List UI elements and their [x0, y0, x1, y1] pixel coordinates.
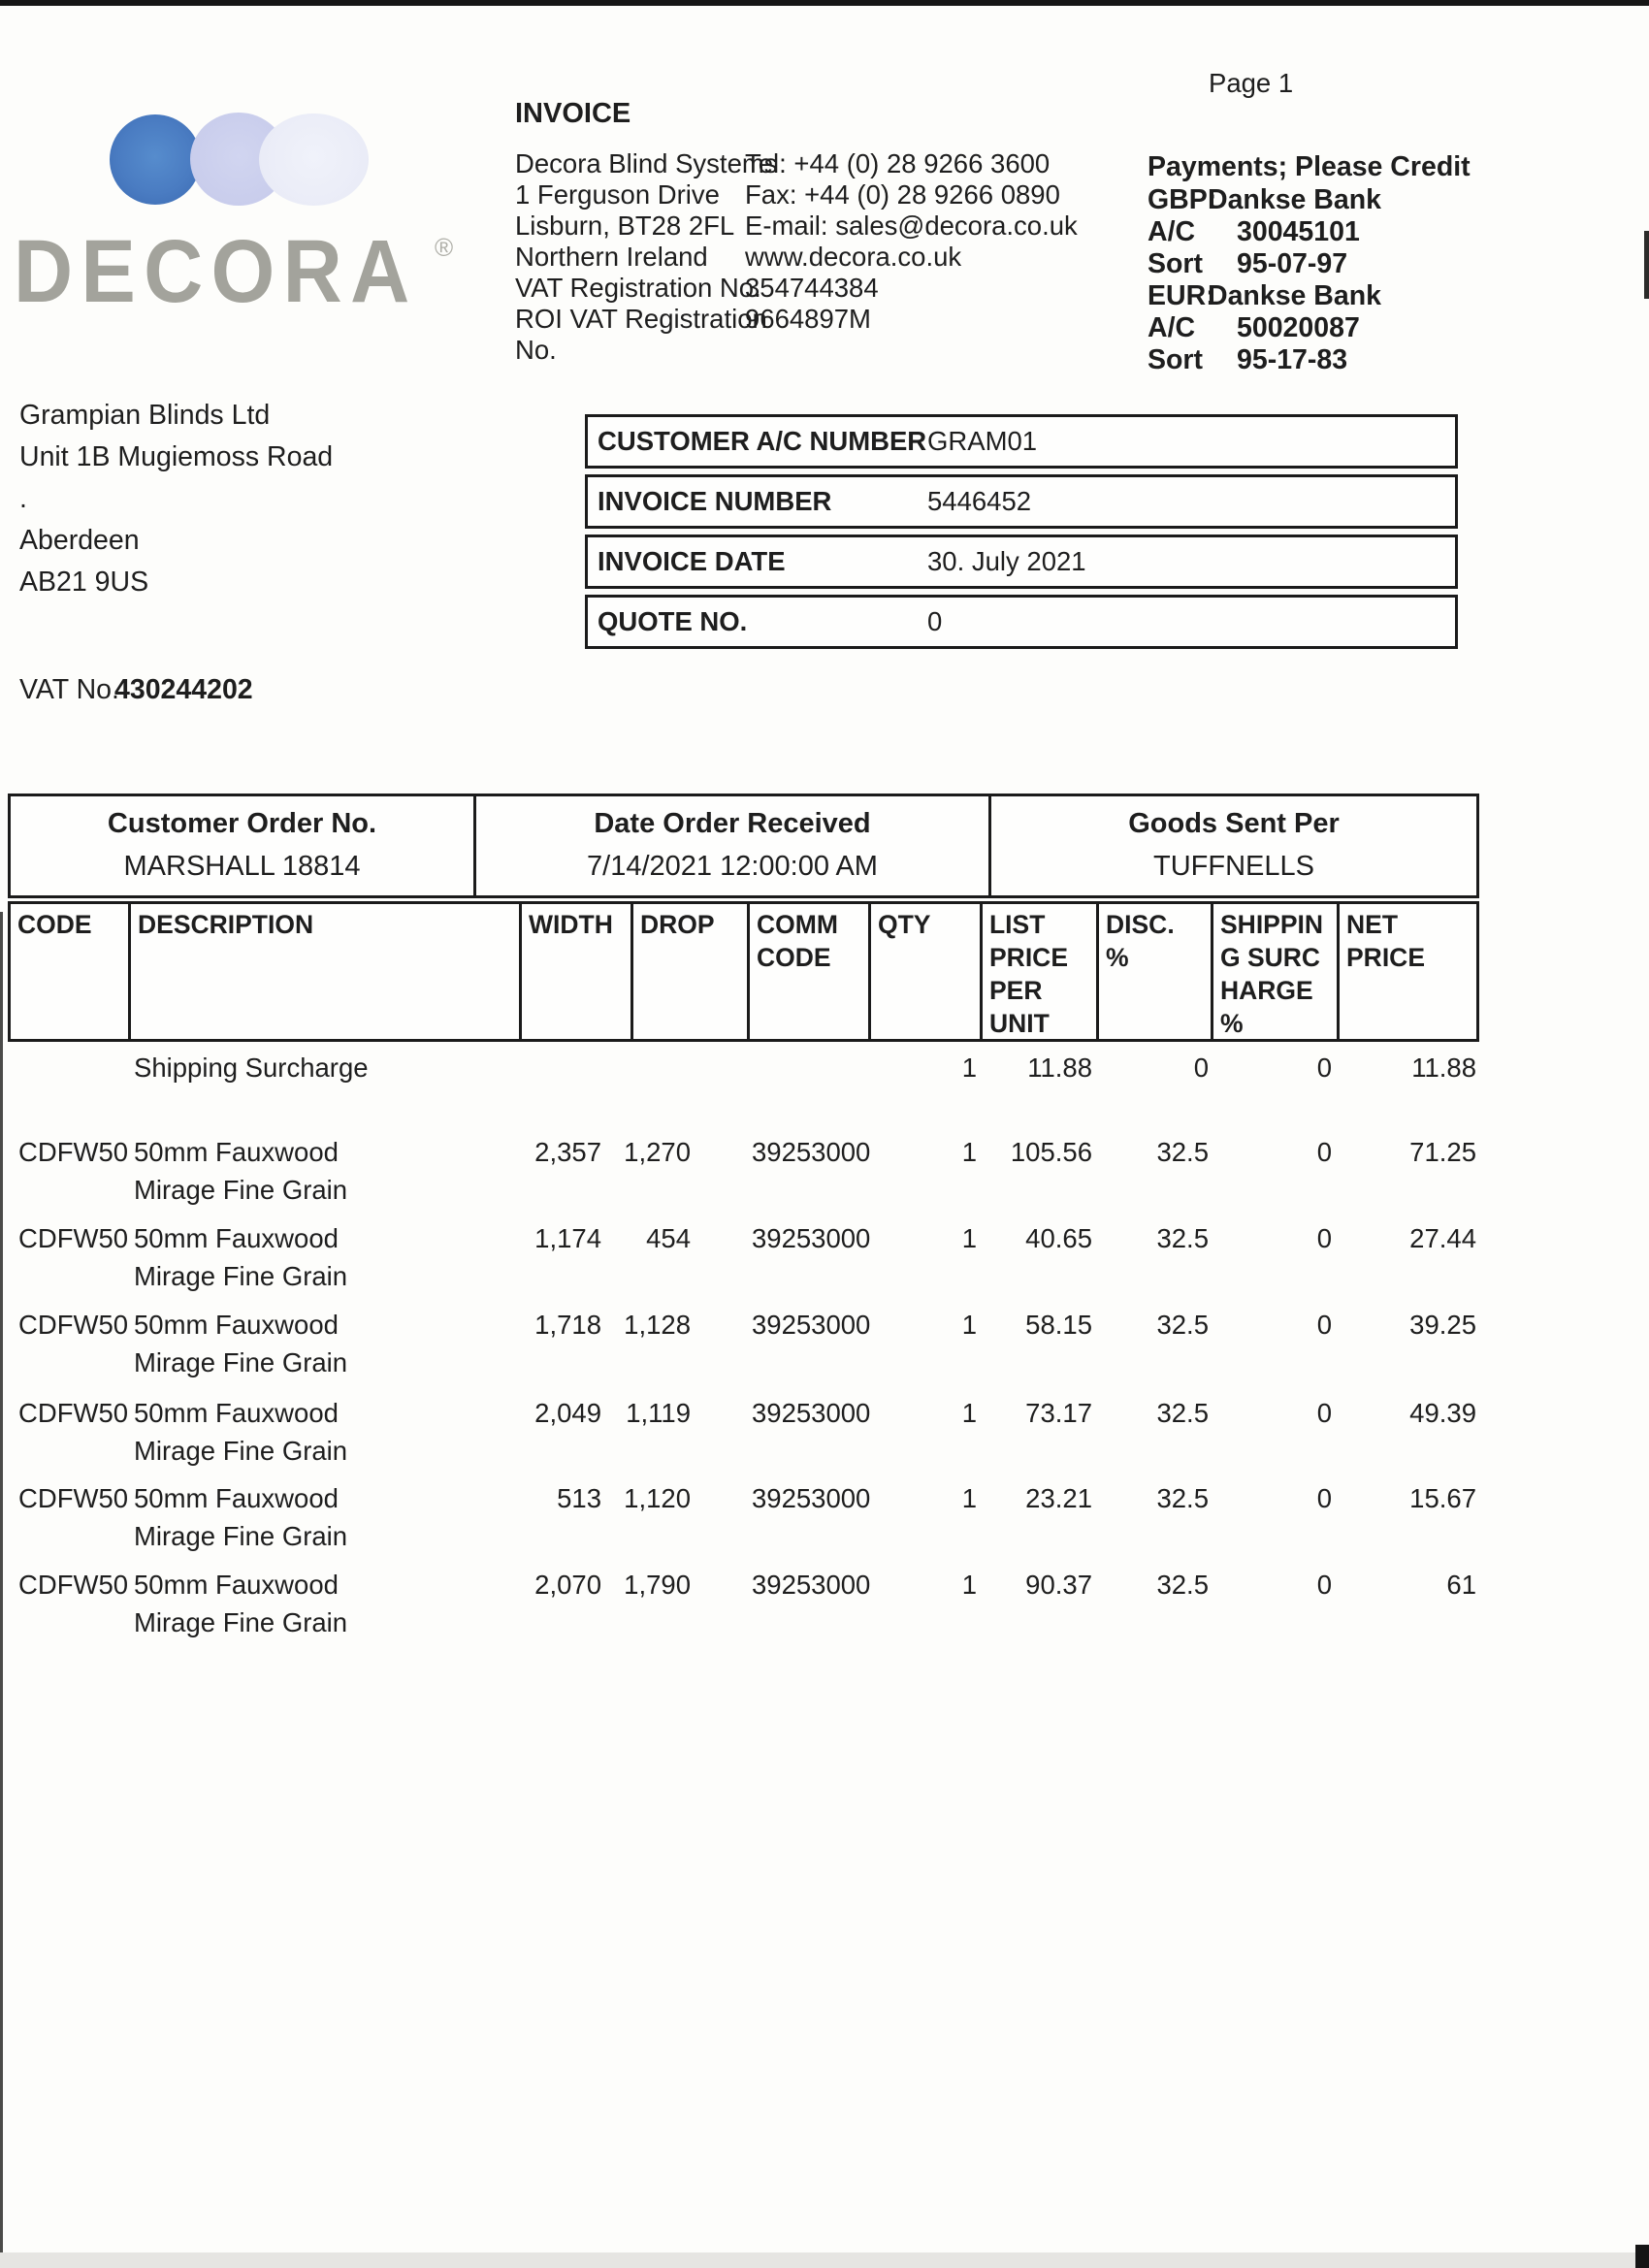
- goods-sent-per-header-cell: [991, 796, 1476, 895]
- net-price-cell: 71.25: [1409, 1137, 1476, 1167]
- drop-cell: 1,128: [624, 1310, 691, 1340]
- column-header: Goods Sent Per: [1128, 808, 1340, 839]
- scan-corner-mark-artifact: [1635, 2245, 1649, 2268]
- order-table-top-header: [8, 794, 1479, 898]
- column-header-qty: QTY: [871, 904, 983, 1039]
- invoice-box-row-date: [585, 535, 1458, 589]
- discount-cell: 0: [1193, 1053, 1209, 1083]
- description-cell: 50mm Fauxwood: [134, 1398, 339, 1428]
- list-price-cell: 58.15: [1025, 1310, 1092, 1340]
- description-cell-line2: Mirage Fine Grain: [134, 1607, 348, 1637]
- net-price-cell: 39.25: [1409, 1310, 1476, 1340]
- width-cell: 1,174: [534, 1223, 601, 1253]
- payment-value: Dankse Bank: [1208, 280, 1382, 311]
- company-name: Decora Blind Systems: [515, 148, 778, 178]
- invoice-box-row-quote: [585, 595, 1458, 649]
- shipping-surcharge-cell: 0: [1316, 1310, 1332, 1340]
- description-cell: 50mm Fauxwood: [134, 1137, 339, 1167]
- payment-label: Sort: [1148, 344, 1203, 375]
- drop-cell: 454: [646, 1223, 691, 1253]
- comm-code-cell: 39253000: [752, 1310, 871, 1340]
- payment-value: 95-07-97: [1237, 248, 1348, 279]
- drop-cell: 1,270: [624, 1137, 691, 1167]
- column-header-code: CODE: [11, 904, 131, 1039]
- scan-top-edge-artifact: [0, 0, 1649, 6]
- company-address-line: 1 Ferguson Drive: [515, 179, 720, 210]
- company-fax: Fax: +44 (0) 28 9266 0890: [745, 179, 1060, 210]
- list-price-cell: 40.65: [1025, 1223, 1092, 1253]
- payment-label: Sort: [1148, 248, 1203, 279]
- invoice-box-label: INVOICE NUMBER: [598, 486, 832, 516]
- column-header-drop: DROP: [633, 904, 750, 1039]
- net-price-cell: 15.67: [1409, 1483, 1476, 1513]
- payment-value: Dankse Bank: [1208, 184, 1382, 215]
- qty-cell: 1: [961, 1483, 977, 1513]
- description-cell-line2: Mirage Fine Grain: [134, 1521, 348, 1551]
- scan-left-edge-artifact: [0, 912, 3, 2268]
- list-price-cell: 23.21: [1025, 1483, 1092, 1513]
- payments-title: Payments; Please Credit: [1148, 151, 1471, 182]
- invoice-box-row-number: [585, 474, 1458, 529]
- list-price-cell: 73.17: [1025, 1398, 1092, 1428]
- column-header-width: WIDTH: [522, 904, 633, 1039]
- net-price-cell: 27.44: [1409, 1223, 1476, 1253]
- discount-cell: 32.5: [1156, 1310, 1209, 1340]
- payment-label: EUR:: [1148, 280, 1215, 311]
- list-price-cell: 105.56: [1010, 1137, 1092, 1167]
- invoice-box-label: CUSTOMER A/C NUMBER: [598, 426, 927, 456]
- column-header-list-price: LIST PRICE PER UNIT: [983, 904, 1099, 1039]
- company-address-line: Lisburn, BT28 2FL: [515, 211, 735, 241]
- code-cell: CDFW50: [18, 1310, 129, 1340]
- payment-label: A/C: [1148, 216, 1196, 247]
- shipping-surcharge-cell: 0: [1316, 1053, 1332, 1083]
- payment-label: A/C: [1148, 312, 1196, 343]
- width-cell: 1,718: [534, 1310, 601, 1340]
- registered-trademark-symbol: ®: [435, 233, 454, 262]
- drop-cell: 1,119: [626, 1398, 691, 1428]
- description-cell-line2: Mirage Fine Grain: [134, 1175, 348, 1205]
- discount-cell: 32.5: [1156, 1483, 1209, 1513]
- description-cell-line2: Mirage Fine Grain: [134, 1436, 348, 1466]
- drop-cell: 1,120: [624, 1483, 691, 1513]
- code-cell: CDFW50: [18, 1483, 129, 1513]
- net-price-cell: 11.88: [1411, 1053, 1476, 1083]
- payment-row-gbp-bank: [1148, 184, 1381, 216]
- net-price-cell: 61: [1446, 1570, 1476, 1600]
- logo-circle-pale-icon: [259, 113, 369, 206]
- width-cell: 513: [557, 1483, 601, 1513]
- invoice-box-label: QUOTE NO.: [598, 606, 748, 636]
- date-order-received: 7/14/2021 12:00:00 AM: [587, 851, 878, 882]
- description-cell: 50mm Fauxwood: [134, 1310, 339, 1340]
- payment-row-eur-bank: [1148, 280, 1381, 312]
- comm-code-cell: 39253000: [752, 1137, 871, 1167]
- order-table-column-headers: [8, 901, 1479, 1042]
- payment-row-eur-sort: [1148, 344, 1347, 376]
- payment-row-gbp-sort: [1148, 248, 1347, 280]
- width-cell: 2,049: [534, 1398, 601, 1428]
- width-cell: 2,070: [534, 1570, 601, 1600]
- payment-value: 50020087: [1237, 312, 1360, 343]
- logo-circle-dark-blue-icon: [110, 114, 201, 205]
- description-cell: 50mm Fauxwood: [134, 1570, 339, 1600]
- invoice-date: 30. July 2021: [927, 546, 1086, 576]
- description-cell: 50mm Fauxwood: [134, 1483, 339, 1513]
- invoice-number: 5446452: [927, 486, 1032, 516]
- invoice-box-label: INVOICE DATE: [598, 546, 786, 576]
- company-address-line: Northern Ireland: [515, 242, 708, 272]
- roi-vat-registration-number: 9664897M: [745, 304, 871, 334]
- document-title: INVOICE: [515, 98, 631, 129]
- customer-address-line: .: [19, 483, 27, 514]
- description-cell: 50mm Fauxwood: [134, 1223, 339, 1253]
- shipping-surcharge-cell: 0: [1316, 1137, 1332, 1167]
- customer-order-number: MARSHALL 18814: [123, 851, 361, 882]
- customer-vat-number: 430244202: [114, 674, 253, 705]
- discount-cell: 32.5: [1156, 1223, 1209, 1253]
- shipping-surcharge-cell: 0: [1316, 1570, 1332, 1600]
- company-email: E-mail: sales@decora.co.uk: [745, 211, 1078, 241]
- company-phone: Tel: +44 (0) 28 9266 3600: [745, 148, 1051, 178]
- brand-wordmark: DECORA: [14, 222, 418, 321]
- column-header-shipping-surcharge: SHIPPING SURCHARGE %: [1213, 904, 1340, 1039]
- customer-name: Grampian Blinds Ltd: [19, 400, 271, 431]
- vat-registration-number: 354744384: [745, 273, 879, 303]
- qty-cell: 1: [961, 1137, 977, 1167]
- comm-code-cell: 39253000: [752, 1398, 871, 1428]
- customer-postcode: AB21 9US: [19, 567, 149, 598]
- qty-cell: 1: [961, 1310, 977, 1340]
- payment-value: 95-17-83: [1237, 344, 1348, 375]
- shipping-surcharge-cell: 0: [1316, 1483, 1332, 1513]
- page-number: Page 1: [1209, 68, 1294, 98]
- customer-city: Aberdeen: [19, 525, 140, 556]
- shipping-surcharge-cell: 0: [1316, 1398, 1332, 1428]
- description-cell: Shipping Surcharge: [134, 1053, 369, 1083]
- description-cell-line2: Mirage Fine Grain: [134, 1261, 348, 1291]
- company-website: www.decora.co.uk: [745, 242, 962, 272]
- roi-vat-registration-label: ROI VAT Registration: [515, 304, 767, 334]
- column-header: Customer Order No.: [107, 808, 377, 839]
- scan-bottom-band-artifact: [0, 2252, 1649, 2268]
- list-price-cell: 11.88: [1027, 1053, 1092, 1083]
- code-cell: CDFW50: [18, 1223, 129, 1253]
- qty-cell: 1: [961, 1570, 977, 1600]
- discount-cell: 32.5: [1156, 1398, 1209, 1428]
- column-header-net-price: NET PRICE: [1346, 910, 1425, 972]
- code-cell: CDFW50: [18, 1137, 129, 1167]
- customer-vat-label: VAT No.: [19, 674, 119, 705]
- discount-cell: 32.5: [1156, 1570, 1209, 1600]
- scan-right-edge-artifact: [1644, 231, 1649, 299]
- description-cell-line2: Mirage Fine Grain: [134, 1347, 348, 1377]
- width-cell: 2,357: [534, 1137, 601, 1167]
- column-header: Date Order Received: [594, 808, 871, 839]
- customer-order-header-cell: [11, 796, 476, 895]
- comm-code-cell: 39253000: [752, 1483, 871, 1513]
- column-header-discount: DISC. %: [1099, 904, 1213, 1039]
- qty-cell: 1: [961, 1053, 977, 1083]
- roi-vat-registration-label-cont: No.: [515, 335, 557, 365]
- drop-cell: 1,790: [624, 1570, 691, 1600]
- payment-value: 30045101: [1237, 216, 1360, 247]
- discount-cell: 32.5: [1156, 1137, 1209, 1167]
- qty-cell: 1: [961, 1223, 977, 1253]
- shipping-surcharge-cell: 0: [1316, 1223, 1332, 1253]
- comm-code-cell: 39253000: [752, 1570, 871, 1600]
- column-header-description: DESCRIPTION: [131, 904, 522, 1039]
- customer-address-line: Unit 1B Mugiemoss Road: [19, 441, 334, 472]
- qty-cell: 1: [961, 1398, 977, 1428]
- customer-account-number: GRAM01: [927, 426, 1038, 456]
- invoice-box-row-account: [585, 414, 1458, 469]
- net-price-cell: 49.39: [1409, 1398, 1476, 1428]
- payment-row-gbp-account: [1148, 216, 1360, 248]
- code-cell: CDFW50: [18, 1398, 129, 1428]
- quote-number: 0: [927, 606, 943, 636]
- comm-code-cell: 39253000: [752, 1223, 871, 1253]
- date-order-received-header-cell: [476, 796, 991, 895]
- column-header-comm-code: COMM CODE: [750, 904, 871, 1039]
- payment-label: GBP:: [1148, 184, 1217, 215]
- payment-row-eur-account: [1148, 312, 1360, 344]
- list-price-cell: 90.37: [1025, 1570, 1092, 1600]
- vat-registration-label: VAT Registration No.: [515, 273, 761, 303]
- code-cell: CDFW50: [18, 1570, 129, 1600]
- goods-sent-per: TUFFNELLS: [1153, 851, 1314, 882]
